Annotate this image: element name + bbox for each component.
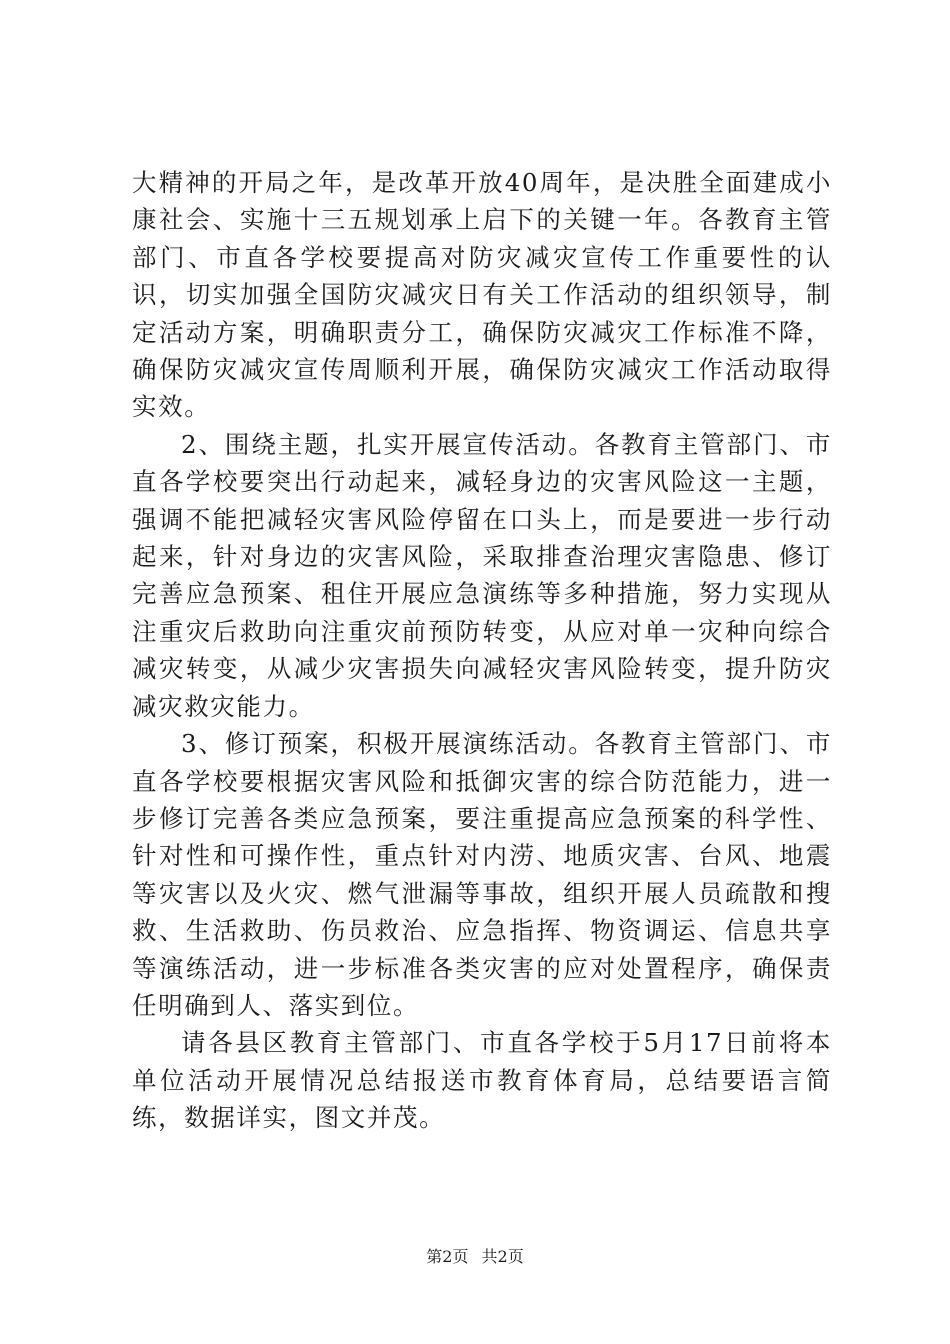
page-number-current: 第2页: [426, 1247, 469, 1266]
document-body: [132, 164, 832, 1137]
paragraph-closing: 请各县区教育主管部门、市直各学校于5月17日前将本单位活动开展情况总结报送市教育体育局，总结要语言简练，数据详实，图文并茂。: [132, 1028, 832, 1133]
paragraph-item-3: 3、修订预案，积极开展演练活动。各教育主管部门、市直各学校要根据灾害风险和抵御灾害的综合防范能力，进一步修订完善各类应急预案，要注重提高应急预案的科学性、针对性和可操作性，重点针对内涝、地质灾害、台风、地震等灾害以及火灾、燃气泄漏等事故，组织开展人员疏散和搜救、生活救助、伤员救治、应急指挥、物资调运、信息共享等演练活动，进一步标准各类灾害的应对处置程序，确保责任明确到人、落实到位。: [132, 729, 832, 1020]
paragraph-item-2: 2、围绕主题，扎实开展宣传活动。各教育主管部门、市直各学校要突出行动起来，减轻身边的灾害风险这一主题，强调不能把减轻灾害风险停留在口头上，而是要进一步行动起来，针对身边的灾害风险，采取排查治理灾害隐患、修订完善应急预案、租住开展应急演练等多种措施，努力实现从注重灾后救助向注重灾前预防转变，从应对单一灾种向综合减灾转变，从减少灾害损失向减轻灾害风险转变，提升防灾减灾救灾能力。: [132, 429, 832, 721]
page-number-total: 共2页: [481, 1247, 524, 1266]
paragraph-continuation: 大精神的开局之年，是改革开放40周年，是决胜全面建成小康社会、实施十三五规划承上启下的关键一年。各教育主管部门、市直各学校要提高对防灾减灾宣传工作重要性的认识，切实加强全国防灾减灾日有关工作活动的组织领导，制定活动方案，明确职责分工，确保防灾减灾工作标准不降，确保防灾减灾宣传周顺利开展，确保防灾减灾工作活动取得实效。: [132, 168, 832, 422]
page-footer: [0, 1244, 950, 1267]
